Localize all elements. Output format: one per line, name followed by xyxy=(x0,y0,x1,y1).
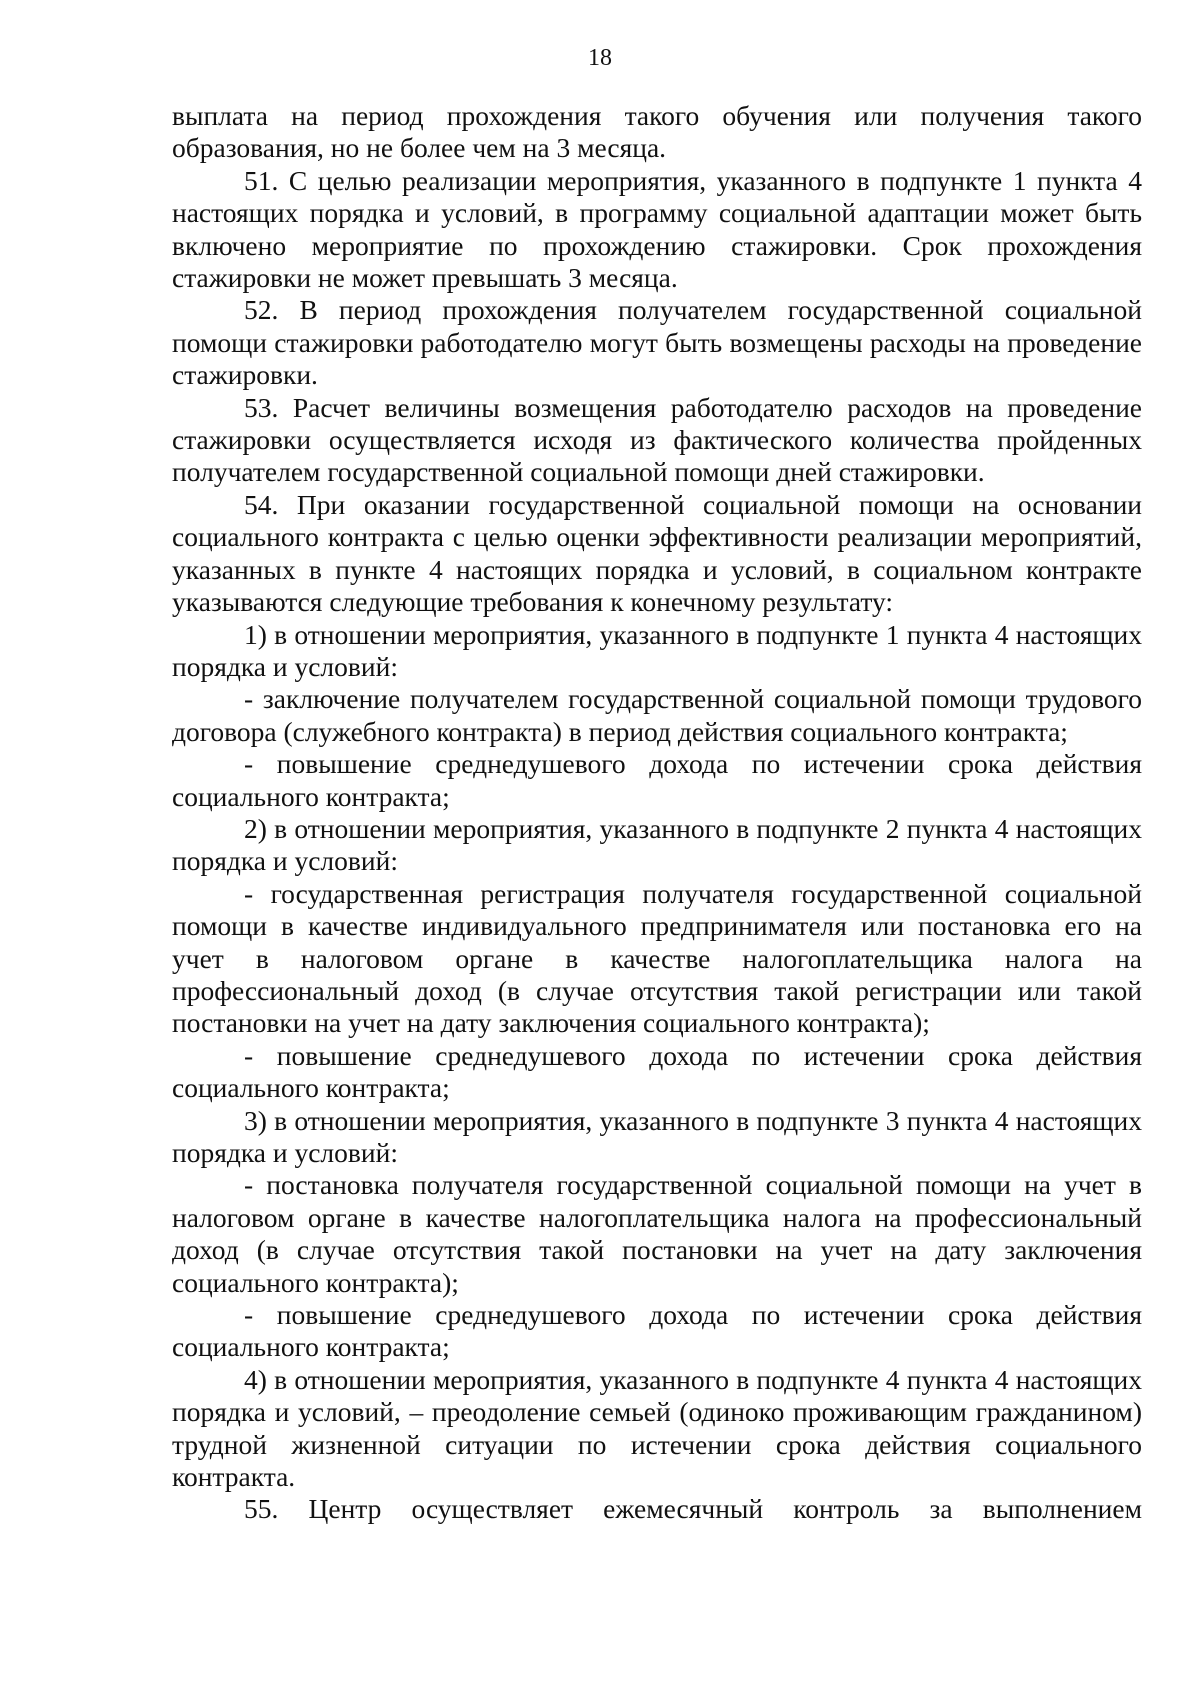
paragraph-continuation: выплата на период прохождения такого обучения или получения такого образования, но не более чем на 3 месяца. xyxy=(172,100,1142,164)
paragraph-55: 55. Центр осуществляет ежемесячный контроль за выполнением xyxy=(244,1493,1142,1525)
subitem-4: 4) в отношении мероприятия, указанного в подпункте 4 пункта 4 настоящих порядка и условий, – преодоление семьей (одиноко проживающим гражданином) трудной жизненной ситуации по истечении срока действия социального контракта. xyxy=(172,1363,1142,1493)
subitem-3: 3) в отношении мероприятия, указанного в подпункте 3 пункта 4 настоящих порядка и условий: xyxy=(172,1104,1142,1168)
subitem-1: 1) в отношении мероприятия, указанного в подпункте 1 пункта 4 настоящих порядка и условий: xyxy=(172,618,1142,682)
subitem-3-requirement-a: - постановка получателя государственной социальной помощи на учет в налоговом органе в качестве налогоплательщика налога на профессиональный доход (в случае отсутствия такой постановки на учет на дату заключения социального контракта); xyxy=(172,1169,1142,1298)
subitem-2-requirement-a: - государственная регистрация получателя государственной социальной помощи в качестве индивидуального предпринимателя или постановка его на учет в налоговом органе в качестве налогоплательщика налога на профессиональный доход (в случае отсутствия такой регистрации или такой постановки на учет на дату заключения социального контракта); xyxy=(172,877,1142,1039)
paragraph-53: 53. Расчет величины возмещения работодателю расходов на проведение стажировки осуществляется исходя из фактического количества пройденных получателем государственной социальной помощи дней стажировки. xyxy=(172,391,1142,488)
subitem-1-requirement-a: - заключение получателем государственной социальной помощи трудового договора (служебного контракта) в период действия социального контракта; xyxy=(172,683,1142,747)
subitem-2-requirement-b: - повышение среднедушевого дохода по истечении срока действия социального контракта; xyxy=(172,1039,1142,1104)
subitem-2: 2) в отношении мероприятия, указанного в подпункте 2 пункта 4 настоящих порядка и условий: xyxy=(172,812,1142,877)
subitem-3-requirement-b: - повышение среднедушевого дохода по истечении срока действия социального контракта; xyxy=(172,1299,1142,1363)
paragraph-54: 54. При оказании государственной социальной помощи на основании социального контракта с целью оценки эффективности реализации мероприятий, указанных в пункте 4 настоящих порядка и условий, в социальном контракте указываются следующие требования к конечному результату: xyxy=(172,488,1142,618)
paragraph-52: 52. В период прохождения получателем государственной социальной помощи стажировки работодателю могут быть возмещены расходы на проведение стажировки. xyxy=(172,294,1142,391)
page-number: 18 xyxy=(588,45,612,71)
subitem-1-requirement-b: - повышение среднедушевого дохода по истечении срока действия социального контракта; xyxy=(172,748,1142,812)
paragraph-51: 51. С целью реализации мероприятия, указанного в подпункте 1 пункта 4 настоящих порядка и условий, в программу социальной адаптации может быть включено мероприятие по прохождению стажировки. Срок прохождения стажировки не может превышать 3 месяца. xyxy=(172,164,1142,294)
document-body xyxy=(172,100,1142,1526)
